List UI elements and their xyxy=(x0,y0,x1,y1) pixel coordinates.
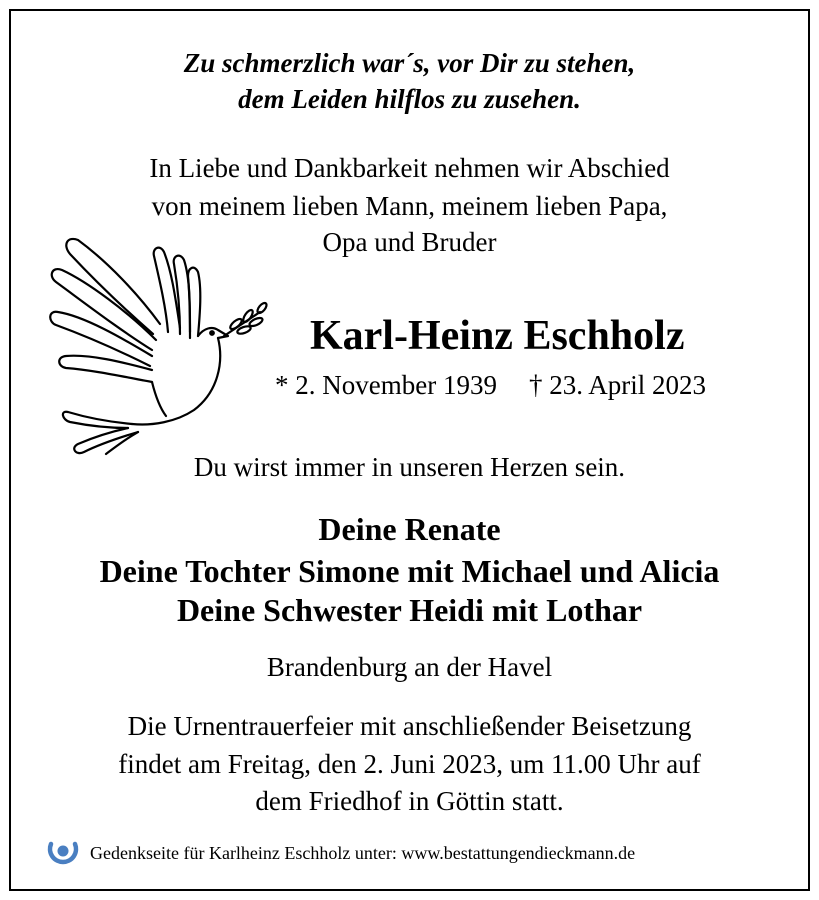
memorial-page-icon xyxy=(46,836,80,870)
ceremony-line-1: Die Urnentrauerfeier mit anschließender Beisetzung xyxy=(127,711,692,741)
location: Brandenburg an der Havel xyxy=(266,652,553,682)
death-date: † 23. April 2023 xyxy=(528,370,706,400)
verse-line-1: Zu schmerzlich war´s, vor Dir zu stehen, xyxy=(183,48,636,78)
mourner-line: Deine Renate xyxy=(318,511,501,547)
intro-line-1: In Liebe und Dankbarkeit nehmen wir Abschied xyxy=(149,153,670,183)
verse-line-2: dem Leiden hilflos zu zusehen. xyxy=(238,84,581,114)
intro-line-3: Opa und Bruder xyxy=(322,227,497,257)
deceased-name: Karl-Heinz Eschholz xyxy=(310,313,685,359)
ceremony-line-3: dem Friedhof in Göttin statt. xyxy=(255,786,564,816)
dove-illustration xyxy=(48,232,273,457)
birth-date: * 2. November 1939 xyxy=(275,370,497,400)
mourner-line: Deine Tochter Simone mit Michael und Alicia xyxy=(99,553,720,589)
ceremony-line-2: findet am Freitag, den 2. Juni 2023, um 11.00 Uhr auf xyxy=(118,749,701,779)
memorial-page-link-text[interactable]: Gedenkseite für Karlheinz Eschholz unter: www.bestattungendieckmann.de xyxy=(90,842,636,863)
remembrance-message: Du wirst immer in unseren Herzen sein. xyxy=(193,452,626,482)
memorial-footer xyxy=(46,836,635,870)
life-dates xyxy=(275,370,706,401)
mourner-line: Deine Schwester Heidi mit Lothar xyxy=(176,592,643,628)
intro-line-2: von meinem lieben Mann, meinem lieben Papa, xyxy=(151,191,668,221)
